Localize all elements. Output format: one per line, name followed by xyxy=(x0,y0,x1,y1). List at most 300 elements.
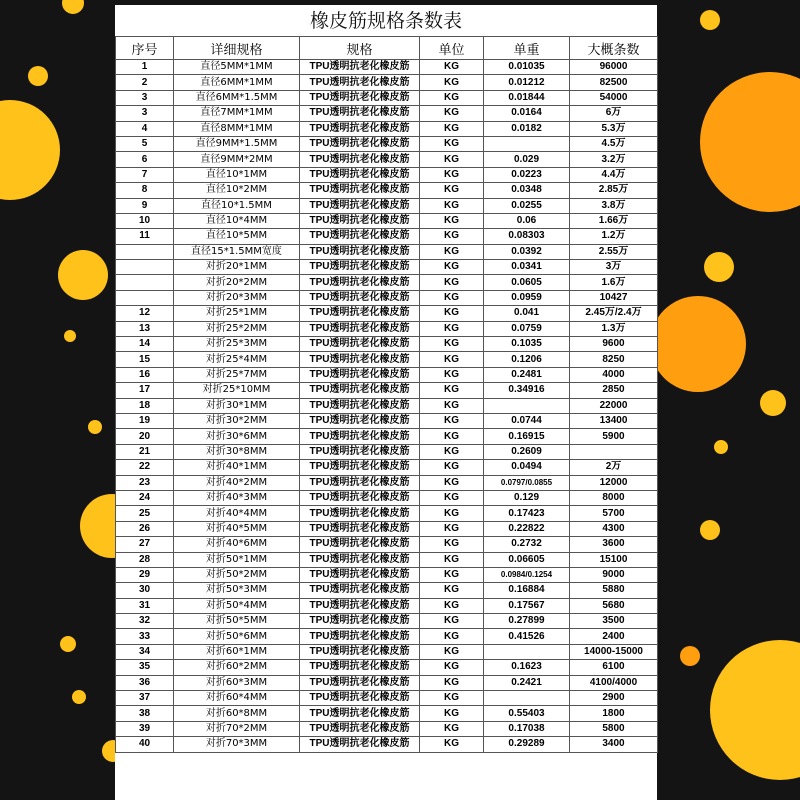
cell-unit: KG xyxy=(420,506,484,521)
table-row xyxy=(116,644,658,659)
table-row xyxy=(116,213,658,228)
cell-no: 24 xyxy=(116,490,174,505)
orange-dot xyxy=(680,646,700,666)
cell-no: 20 xyxy=(116,429,174,444)
cell-no xyxy=(116,260,174,275)
cell-unit: KG xyxy=(420,136,484,151)
cell-detail: 对折70*2MM xyxy=(174,721,300,736)
table-row xyxy=(116,260,658,275)
yellow-dot xyxy=(710,640,800,780)
cell-count: 96000 xyxy=(570,60,658,75)
cell-unit: KG xyxy=(420,675,484,690)
table-row xyxy=(116,152,658,167)
cell-no: 14 xyxy=(116,337,174,352)
cell-count: 6100 xyxy=(570,660,658,675)
cell-spec: TPU透明抗老化橡皮筋 xyxy=(300,413,420,428)
cell-spec: TPU透明抗老化橡皮筋 xyxy=(300,90,420,105)
cell-count: 15100 xyxy=(570,552,658,567)
cell-spec: TPU透明抗老化橡皮筋 xyxy=(300,460,420,475)
cell-weight: 0.17567 xyxy=(484,598,570,613)
cell-weight: 0.0182 xyxy=(484,121,570,136)
cell-unit: KG xyxy=(420,721,484,736)
table-row xyxy=(116,321,658,336)
cell-no: 8 xyxy=(116,183,174,198)
cell-unit: KG xyxy=(420,75,484,90)
cell-weight: 0.129 xyxy=(484,490,570,505)
cell-detail: 直径6MM*1MM xyxy=(174,75,300,90)
cell-detail: 对折25*4MM xyxy=(174,352,300,367)
cell-weight: 0.22822 xyxy=(484,521,570,536)
cell-detail: 对折40*2MM xyxy=(174,475,300,490)
cell-unit: KG xyxy=(420,198,484,213)
cell-no xyxy=(116,275,174,290)
cell-no xyxy=(116,290,174,305)
table-row xyxy=(116,167,658,182)
cell-no: 17 xyxy=(116,383,174,398)
cell-detail: 对折60*4MM xyxy=(174,691,300,706)
cell-detail: 对折50*1MM xyxy=(174,552,300,567)
cell-unit: KG xyxy=(420,244,484,259)
cell-detail: 对折50*4MM xyxy=(174,598,300,613)
cell-weight: 0.17038 xyxy=(484,721,570,736)
cell-spec: TPU透明抗老化橡皮筋 xyxy=(300,583,420,598)
cell-spec: TPU透明抗老化橡皮筋 xyxy=(300,691,420,706)
cell-unit: KG xyxy=(420,444,484,459)
orange-dot xyxy=(700,72,800,212)
cell-detail: 对折20*2MM xyxy=(174,275,300,290)
cell-detail: 对折70*3MM xyxy=(174,737,300,752)
cell-detail: 直径9MM*2MM xyxy=(174,152,300,167)
cell-unit: KG xyxy=(420,629,484,644)
cell-unit: KG xyxy=(420,567,484,582)
cell-detail: 对折25*2MM xyxy=(174,321,300,336)
yellow-dot xyxy=(704,252,734,282)
cell-count: 4100/4000 xyxy=(570,675,658,690)
yellow-dot xyxy=(28,66,48,86)
cell-spec: TPU透明抗老化橡皮筋 xyxy=(300,552,420,567)
cell-unit: KG xyxy=(420,60,484,75)
cell-weight: 0.0605 xyxy=(484,275,570,290)
cell-count: 22000 xyxy=(570,398,658,413)
cell-count: 5800 xyxy=(570,721,658,736)
yellow-dot xyxy=(72,690,86,704)
yellow-dot xyxy=(700,10,720,30)
cell-spec: TPU透明抗老化橡皮筋 xyxy=(300,383,420,398)
table-row xyxy=(116,567,658,582)
yellow-dot xyxy=(62,0,84,14)
cell-detail: 直径15*1.5MM宽度 xyxy=(174,244,300,259)
cell-weight xyxy=(484,136,570,151)
cell-no: 30 xyxy=(116,583,174,598)
table-row xyxy=(116,383,658,398)
cell-spec: TPU透明抗老化橡皮筋 xyxy=(300,660,420,675)
cell-spec: TPU透明抗老化橡皮筋 xyxy=(300,475,420,490)
cell-weight: 0.29289 xyxy=(484,737,570,752)
table-row xyxy=(116,460,658,475)
cell-detail: 对折40*3MM xyxy=(174,490,300,505)
cell-spec: TPU透明抗老化橡皮筋 xyxy=(300,75,420,90)
spec-sheet xyxy=(115,5,657,800)
cell-detail: 直径5MM*1MM xyxy=(174,60,300,75)
cell-detail: 对折60*3MM xyxy=(174,675,300,690)
cell-detail: 对折60*8MM xyxy=(174,706,300,721)
table-row xyxy=(116,614,658,629)
cell-count: 4300 xyxy=(570,521,658,536)
cell-spec: TPU透明抗老化橡皮筋 xyxy=(300,352,420,367)
cell-weight: 0.06605 xyxy=(484,552,570,567)
cell-detail: 对折50*5MM xyxy=(174,614,300,629)
cell-detail: 对折50*3MM xyxy=(174,583,300,598)
cell-no: 3 xyxy=(116,90,174,105)
cell-detail: 直径9MM*1.5MM xyxy=(174,136,300,151)
cell-count: 1.66万 xyxy=(570,213,658,228)
table-row xyxy=(116,121,658,136)
cell-no: 12 xyxy=(116,306,174,321)
table-row xyxy=(116,552,658,567)
table-row xyxy=(116,275,658,290)
yellow-dot xyxy=(760,390,786,416)
cell-count: 4.4万 xyxy=(570,167,658,182)
cell-unit: KG xyxy=(420,213,484,228)
cell-unit: KG xyxy=(420,737,484,752)
cell-unit: KG xyxy=(420,337,484,352)
cell-spec: TPU透明抗老化橡皮筋 xyxy=(300,60,420,75)
cell-unit: KG xyxy=(420,367,484,382)
cell-weight: 0.0494 xyxy=(484,460,570,475)
cell-spec: TPU透明抗老化橡皮筋 xyxy=(300,244,420,259)
table-row xyxy=(116,737,658,752)
cell-weight: 0.41526 xyxy=(484,629,570,644)
cell-no: 36 xyxy=(116,675,174,690)
table-row xyxy=(116,490,658,505)
cell-detail: 对折40*6MM xyxy=(174,537,300,552)
yellow-dot xyxy=(714,440,728,454)
cell-weight: 0.2421 xyxy=(484,675,570,690)
table-row xyxy=(116,521,658,536)
table-row xyxy=(116,629,658,644)
cell-weight: 0.01212 xyxy=(484,75,570,90)
cell-count: 1.2万 xyxy=(570,229,658,244)
cell-spec: TPU透明抗老化橡皮筋 xyxy=(300,675,420,690)
cell-no: 7 xyxy=(116,167,174,182)
table-row xyxy=(116,537,658,552)
table-row xyxy=(116,675,658,690)
cell-detail: 对折50*2MM xyxy=(174,567,300,582)
cell-count: 3500 xyxy=(570,614,658,629)
cell-no: 19 xyxy=(116,413,174,428)
cell-count: 2900 xyxy=(570,691,658,706)
cell-detail: 对折25*7MM xyxy=(174,367,300,382)
table-row xyxy=(116,136,658,151)
cell-no: 25 xyxy=(116,506,174,521)
cell-unit: KG xyxy=(420,383,484,398)
table-row xyxy=(116,229,658,244)
cell-unit: KG xyxy=(420,598,484,613)
cell-detail: 对折20*1MM xyxy=(174,260,300,275)
cell-no: 31 xyxy=(116,598,174,613)
cell-unit: KG xyxy=(420,644,484,659)
cell-spec: TPU透明抗老化橡皮筋 xyxy=(300,321,420,336)
cell-count: 3600 xyxy=(570,537,658,552)
cell-count: 4000 xyxy=(570,367,658,382)
cell-count: 12000 xyxy=(570,475,658,490)
cell-weight: 0.0164 xyxy=(484,106,570,121)
cell-weight: 0.2732 xyxy=(484,537,570,552)
cell-no: 11 xyxy=(116,229,174,244)
page-title: 橡皮筋规格条数表 xyxy=(309,10,462,32)
cell-weight: 0.1035 xyxy=(484,337,570,352)
cell-detail: 对折25*1MM xyxy=(174,306,300,321)
cell-weight: 0.0984/0.1254 xyxy=(484,567,570,582)
table-row xyxy=(116,398,658,413)
cell-weight xyxy=(484,398,570,413)
cell-no: 22 xyxy=(116,460,174,475)
cell-no: 3 xyxy=(116,106,174,121)
table-row xyxy=(116,352,658,367)
cell-no: 33 xyxy=(116,629,174,644)
cell-unit: KG xyxy=(420,290,484,305)
cell-count: 13400 xyxy=(570,413,658,428)
cell-no: 16 xyxy=(116,367,174,382)
yellow-dot xyxy=(700,520,720,540)
cell-no xyxy=(116,244,174,259)
cell-spec: TPU透明抗老化橡皮筋 xyxy=(300,567,420,582)
yellow-dot xyxy=(60,636,76,652)
cell-weight: 0.01844 xyxy=(484,90,570,105)
cell-weight: 0.01035 xyxy=(484,60,570,75)
cell-detail: 直径7MM*1MM xyxy=(174,106,300,121)
cell-no: 13 xyxy=(116,321,174,336)
cell-spec: TPU透明抗老化橡皮筋 xyxy=(300,629,420,644)
cell-no: 15 xyxy=(116,352,174,367)
cell-unit: KG xyxy=(420,660,484,675)
orange-dot xyxy=(650,296,746,392)
cell-spec: TPU透明抗老化橡皮筋 xyxy=(300,183,420,198)
cell-weight: 0.2609 xyxy=(484,444,570,459)
cell-unit: KG xyxy=(420,552,484,567)
cell-spec: TPU透明抗老化橡皮筋 xyxy=(300,136,420,151)
cell-count: 1.6万 xyxy=(570,275,658,290)
cell-detail: 对折40*5MM xyxy=(174,521,300,536)
cell-unit: KG xyxy=(420,321,484,336)
cell-spec: TPU透明抗老化橡皮筋 xyxy=(300,429,420,444)
cell-detail: 对折30*6MM xyxy=(174,429,300,444)
table-row xyxy=(116,60,658,75)
cell-unit: KG xyxy=(420,460,484,475)
cell-spec: TPU透明抗老化橡皮筋 xyxy=(300,721,420,736)
spec-table xyxy=(115,36,658,753)
cell-weight: 0.0255 xyxy=(484,198,570,213)
cell-spec: TPU透明抗老化橡皮筋 xyxy=(300,337,420,352)
cell-spec: TPU透明抗老化橡皮筋 xyxy=(300,275,420,290)
cell-unit: KG xyxy=(420,167,484,182)
cell-count: 4.5万 xyxy=(570,136,658,151)
cell-count: 5680 xyxy=(570,598,658,613)
cell-no: 5 xyxy=(116,136,174,151)
cell-weight: 0.34916 xyxy=(484,383,570,398)
cell-count: 5900 xyxy=(570,429,658,444)
cell-count: 2.85万 xyxy=(570,183,658,198)
cell-no: 10 xyxy=(116,213,174,228)
cell-spec: TPU透明抗老化橡皮筋 xyxy=(300,598,420,613)
column-header-weight: 单重 xyxy=(484,37,570,60)
cell-no: 2 xyxy=(116,75,174,90)
cell-detail: 对折30*1MM xyxy=(174,398,300,413)
table-row xyxy=(116,183,658,198)
cell-count: 3万 xyxy=(570,260,658,275)
cell-weight xyxy=(484,644,570,659)
cell-spec: TPU透明抗老化橡皮筋 xyxy=(300,521,420,536)
table-row xyxy=(116,90,658,105)
cell-count: 9600 xyxy=(570,337,658,352)
cell-detail: 直径10*1.5MM xyxy=(174,198,300,213)
cell-unit: KG xyxy=(420,413,484,428)
cell-count: 2400 xyxy=(570,629,658,644)
cell-detail: 直径6MM*1.5MM xyxy=(174,90,300,105)
cell-count: 5.3万 xyxy=(570,121,658,136)
cell-no: 18 xyxy=(116,398,174,413)
cell-weight: 0.0759 xyxy=(484,321,570,336)
cell-count: 54000 xyxy=(570,90,658,105)
cell-count: 8000 xyxy=(570,490,658,505)
cell-no: 21 xyxy=(116,444,174,459)
cell-no: 27 xyxy=(116,537,174,552)
column-header-no: 序号 xyxy=(116,37,174,60)
table-row xyxy=(116,506,658,521)
cell-weight: 0.17423 xyxy=(484,506,570,521)
table-row xyxy=(116,444,658,459)
cell-detail: 直径10*4MM xyxy=(174,213,300,228)
cell-no: 9 xyxy=(116,198,174,213)
cell-detail: 对折25*10MM xyxy=(174,383,300,398)
cell-weight: 0.1206 xyxy=(484,352,570,367)
table-row xyxy=(116,583,658,598)
cell-no: 34 xyxy=(116,644,174,659)
cell-spec: TPU透明抗老化橡皮筋 xyxy=(300,737,420,752)
cell-no: 38 xyxy=(116,706,174,721)
table-row xyxy=(116,198,658,213)
cell-count xyxy=(570,444,658,459)
table-row xyxy=(116,367,658,382)
cell-spec: TPU透明抗老化橡皮筋 xyxy=(300,121,420,136)
table-row xyxy=(116,75,658,90)
cell-count: 2万 xyxy=(570,460,658,475)
cell-spec: TPU透明抗老化橡皮筋 xyxy=(300,506,420,521)
cell-weight: 0.0348 xyxy=(484,183,570,198)
cell-count: 10427 xyxy=(570,290,658,305)
cell-detail: 对折60*2MM xyxy=(174,660,300,675)
cell-weight: 0.27899 xyxy=(484,614,570,629)
cell-spec: TPU透明抗老化橡皮筋 xyxy=(300,229,420,244)
cell-unit: KG xyxy=(420,275,484,290)
cell-count: 8250 xyxy=(570,352,658,367)
table-row xyxy=(116,706,658,721)
cell-weight: 0.06 xyxy=(484,213,570,228)
cell-count: 14000-15000 xyxy=(570,644,658,659)
cell-spec: TPU透明抗老化橡皮筋 xyxy=(300,198,420,213)
cell-detail: 直径10*2MM xyxy=(174,183,300,198)
cell-weight: 0.0797/0.0855 xyxy=(484,475,570,490)
table-row xyxy=(116,306,658,321)
cell-no: 29 xyxy=(116,567,174,582)
cell-spec: TPU透明抗老化橡皮筋 xyxy=(300,290,420,305)
cell-unit: KG xyxy=(420,429,484,444)
cell-no: 1 xyxy=(116,60,174,75)
cell-detail: 对折40*4MM xyxy=(174,506,300,521)
cell-count: 2.55万 xyxy=(570,244,658,259)
cell-no: 4 xyxy=(116,121,174,136)
table-body xyxy=(116,60,658,753)
column-header-count: 大概条数 xyxy=(570,37,658,60)
cell-spec: TPU透明抗老化橡皮筋 xyxy=(300,213,420,228)
cell-no: 23 xyxy=(116,475,174,490)
cell-count: 82500 xyxy=(570,75,658,90)
table-row xyxy=(116,691,658,706)
cell-weight: 0.08303 xyxy=(484,229,570,244)
cell-spec: TPU透明抗老化橡皮筋 xyxy=(300,644,420,659)
cell-unit: KG xyxy=(420,706,484,721)
cell-spec: TPU透明抗老化橡皮筋 xyxy=(300,706,420,721)
cell-no: 35 xyxy=(116,660,174,675)
cell-spec: TPU透明抗老化橡皮筋 xyxy=(300,367,420,382)
cell-no: 26 xyxy=(116,521,174,536)
column-header-spec: 规格 xyxy=(300,37,420,60)
cell-unit: KG xyxy=(420,490,484,505)
cell-weight: 0.16884 xyxy=(484,583,570,598)
table-row xyxy=(116,429,658,444)
cell-unit: KG xyxy=(420,90,484,105)
cell-unit: KG xyxy=(420,583,484,598)
table-row xyxy=(116,660,658,675)
table-row xyxy=(116,475,658,490)
cell-weight: 0.0223 xyxy=(484,167,570,182)
cell-count: 3400 xyxy=(570,737,658,752)
cell-unit: KG xyxy=(420,398,484,413)
cell-detail: 直径10*5MM xyxy=(174,229,300,244)
cell-count: 2.45万/2.4万 xyxy=(570,306,658,321)
cell-unit: KG xyxy=(420,475,484,490)
cell-no: 37 xyxy=(116,691,174,706)
cell-unit: KG xyxy=(420,183,484,198)
yellow-dot xyxy=(64,330,76,342)
cell-weight: 0.2481 xyxy=(484,367,570,382)
cell-weight: 0.0392 xyxy=(484,244,570,259)
table-header-row xyxy=(116,37,658,60)
cell-spec: TPU透明抗老化橡皮筋 xyxy=(300,614,420,629)
cell-weight: 0.029 xyxy=(484,152,570,167)
cell-spec: TPU透明抗老化橡皮筋 xyxy=(300,537,420,552)
table-row xyxy=(116,290,658,305)
table-row xyxy=(116,721,658,736)
cell-weight: 0.0341 xyxy=(484,260,570,275)
cell-weight: 0.55403 xyxy=(484,706,570,721)
cell-unit: KG xyxy=(420,106,484,121)
cell-spec: TPU透明抗老化橡皮筋 xyxy=(300,152,420,167)
cell-unit: KG xyxy=(420,229,484,244)
cell-count: 2850 xyxy=(570,383,658,398)
cell-unit: KG xyxy=(420,152,484,167)
cell-count: 5880 xyxy=(570,583,658,598)
cell-unit: KG xyxy=(420,352,484,367)
column-header-detail: 详细规格 xyxy=(174,37,300,60)
cell-detail: 对折30*2MM xyxy=(174,413,300,428)
cell-unit: KG xyxy=(420,121,484,136)
cell-spec: TPU透明抗老化橡皮筋 xyxy=(300,106,420,121)
cell-count: 9000 xyxy=(570,567,658,582)
cell-weight: 0.041 xyxy=(484,306,570,321)
yellow-dot xyxy=(58,250,108,300)
cell-unit: KG xyxy=(420,614,484,629)
